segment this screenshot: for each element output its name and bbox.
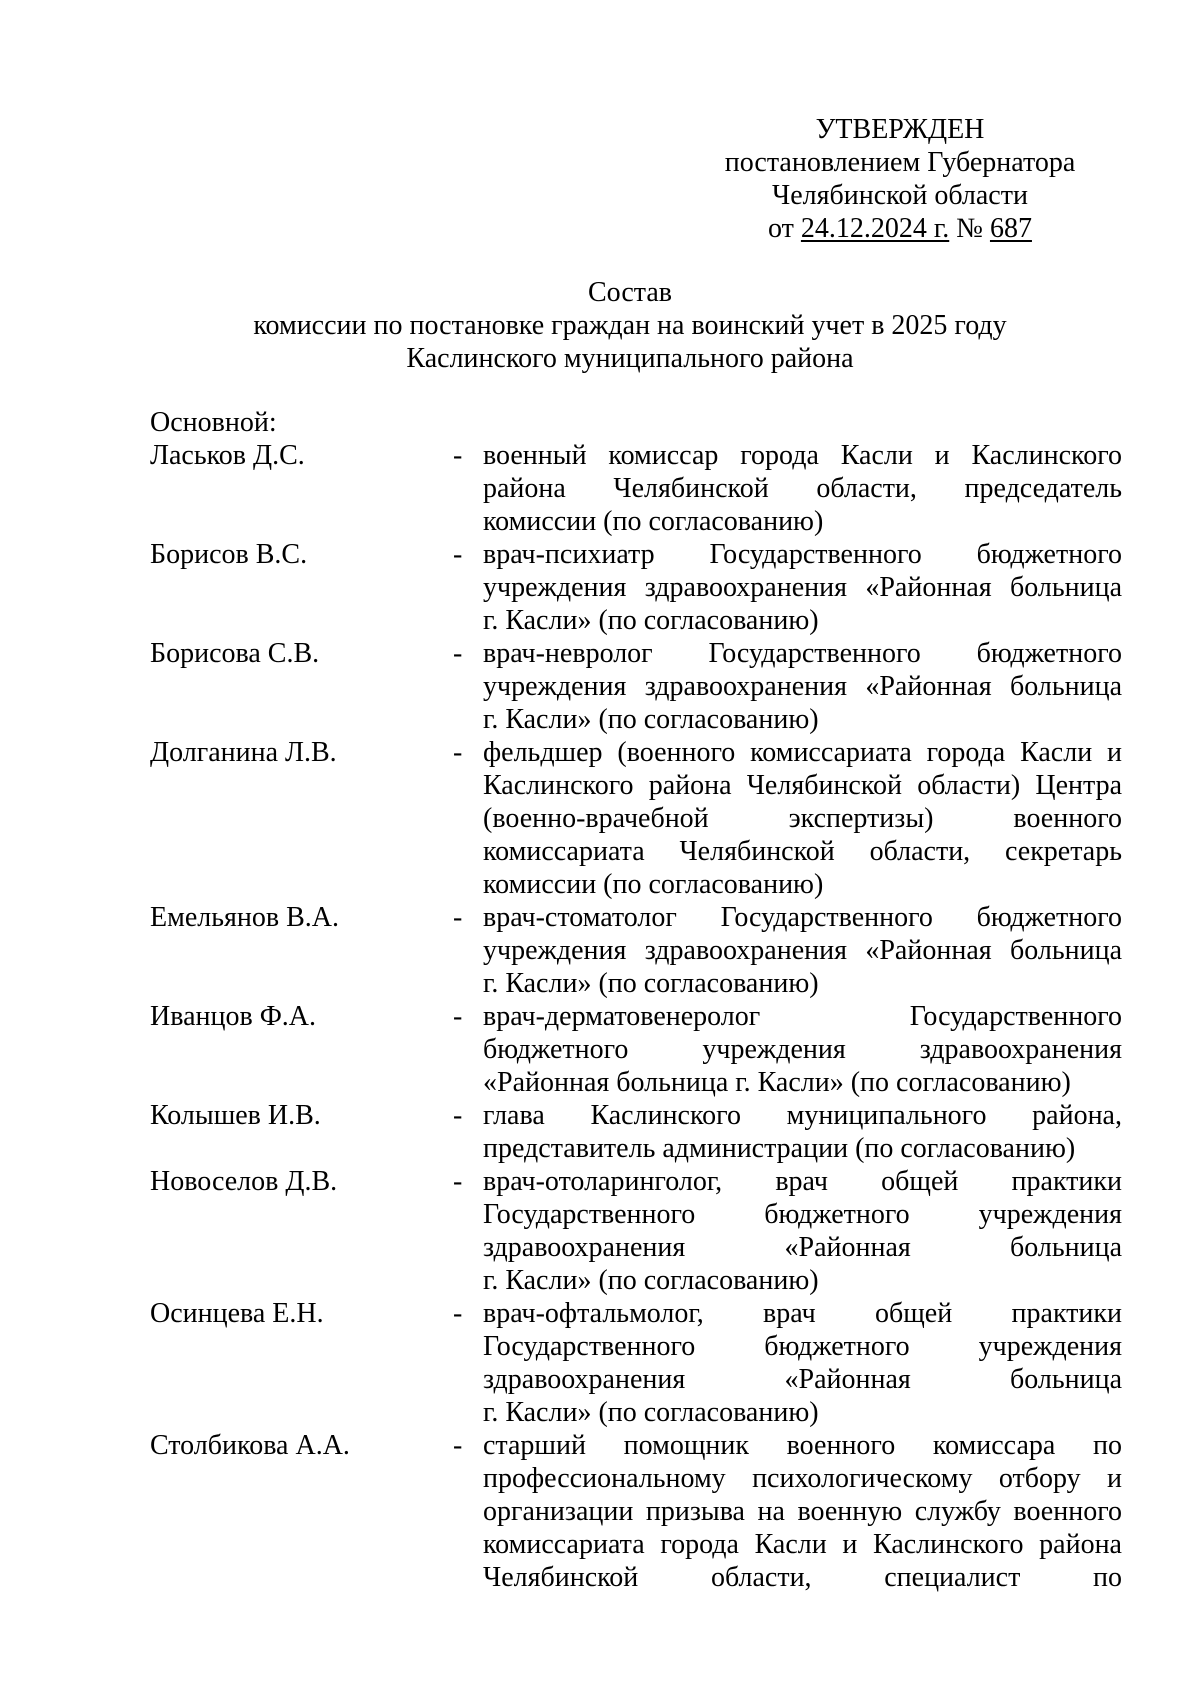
member-role-line: врач-стоматолог Государственного бюджетного [483,902,1122,933]
member-dash: - [453,1430,463,1461]
member-row [150,439,1122,538]
member-role-line: врач-невролог Государственного бюджетного [483,638,1122,669]
member-role [483,736,1122,901]
member-role-line: глава Каслинского муниципального района, [483,1100,1122,1131]
member-name: Борисов В.С. [150,539,308,570]
approval-authority: постановлением Губернатора [724,147,1076,178]
member-row [150,901,1122,1000]
member-role-line: врач-дерматовенеролог Государственного [483,1001,1122,1032]
member-role-line: учреждения здравоохранения «Районная больница [483,935,1122,966]
member-role-line: Государственного бюджетного учреждения [483,1331,1122,1362]
member-role-line: г. Касли» (по согласованию) [483,605,819,636]
member-role [483,1099,1122,1165]
member-role-line: здравоохранения «Районная больница [483,1232,1122,1263]
document-title [150,276,1110,375]
member-row [150,1429,1122,1594]
member-name: Новоселов Д.В. [150,1166,338,1197]
title-line-3: Каслинского муниципального района [406,343,854,374]
member-role-line: г. Касли» (по согласованию) [483,704,819,735]
member-role-line: Каслинского района Челябинской области) Центра [483,770,1122,801]
member-role-line: Челябинской области, специалист по [483,1562,1122,1593]
member-role-line: профессиональному психологическому отбору и [483,1463,1122,1494]
member-role-line: военный комиссар города Касли и Каслинского [483,440,1122,471]
member-role-line: Государственного бюджетного учреждения [483,1199,1122,1230]
member-role-line: здравоохранения «Районная больница [483,1364,1122,1395]
member-row [150,1000,1122,1099]
member-role-line: комиссии (по согласованию) [483,869,824,900]
member-role-line: старший помощник военного комиссара по [483,1430,1122,1461]
members-list [150,406,1122,1594]
member-role [483,1429,1122,1594]
member-dash: - [453,737,463,768]
title-line-2: комиссии по постановке граждан на воинский учет в 2025 году [253,310,1007,341]
member-row [150,637,1122,736]
member-name: Иванцов Ф.А. [150,1001,317,1032]
approval-date: 24.12.2024 г. [800,213,950,244]
member-dash: - [453,902,463,933]
member-dash: - [453,1100,463,1131]
member-role-line: фельдшер (военного комиссариата города Касли и [483,737,1122,768]
member-dash: - [453,440,463,471]
member-role-line: бюджетного учреждения здравоохранения [483,1034,1122,1065]
member-role [483,1297,1122,1429]
member-row [150,736,1122,901]
member-name: Колышев И.В. [150,1100,321,1131]
member-name: Емельянов В.А. [150,902,339,933]
approval-number: 687 [989,213,1032,244]
member-row [150,538,1122,637]
member-row [150,1297,1122,1429]
member-role [483,1000,1122,1099]
member-name: Ласьков Д.С. [150,440,305,471]
member-role-line: врач-отоларинголог, врач общей практики [483,1166,1122,1197]
member-row [150,1099,1122,1165]
approval-date-prefix: от [768,213,794,244]
member-rows [150,439,1122,1594]
member-role-line: комиссариата города Касли и Каслинского района [483,1529,1122,1560]
approval-date-line [700,212,1100,245]
member-role-line: (военно-врачебной экспертизы) военного [483,803,1122,834]
member-dash: - [453,1298,463,1329]
member-role [483,637,1122,736]
member-role-line: учреждения здравоохранения «Районная больница [483,671,1122,702]
title-line-1: Состав [587,277,673,308]
member-role [483,439,1122,538]
section-label: Основной: [150,407,277,438]
member-role [483,1165,1122,1297]
member-dash: - [453,638,463,669]
approval-stamp [700,113,1100,245]
member-name: Осинцева Е.Н. [150,1298,324,1329]
member-role-line: учреждения здравоохранения «Районная больница [483,572,1122,603]
member-name: Столбикова А.А. [150,1430,350,1461]
member-role-line: врач-психиатр Государственного бюджетного [483,539,1122,570]
approval-number-sign: № [956,213,983,244]
member-role-line: представитель администрации (по согласованию) [483,1133,1076,1164]
member-role-line: комиссариата Челябинской области, секретарь [483,836,1122,867]
member-name: Долганина Л.В. [150,737,337,768]
member-name: Борисова С.В. [150,638,320,669]
member-dash: - [453,1166,463,1197]
member-dash: - [453,539,463,570]
member-role-line: г. Касли» (по согласованию) [483,1265,819,1296]
member-dash: - [453,1001,463,1032]
member-role-line: организации призыва на военную службу военного [483,1496,1122,1527]
approval-region: Челябинской области [772,180,1028,211]
member-role [483,901,1122,1000]
member-role-line: врач-офтальмолог, врач общей практики [483,1298,1122,1329]
approval-title: УТВЕРЖДЕН [815,114,985,145]
member-role-line: г. Касли» (по согласованию) [483,1397,819,1428]
member-row [150,1165,1122,1297]
member-role [483,538,1122,637]
member-role-line: района Челябинской области, председатель [483,473,1122,504]
member-role-line: комиссии (по согласованию) [483,506,824,537]
member-role-line: «Районная больница г. Касли» (по согласованию) [483,1067,1071,1098]
member-role-line: г. Касли» (по согласованию) [483,968,819,999]
